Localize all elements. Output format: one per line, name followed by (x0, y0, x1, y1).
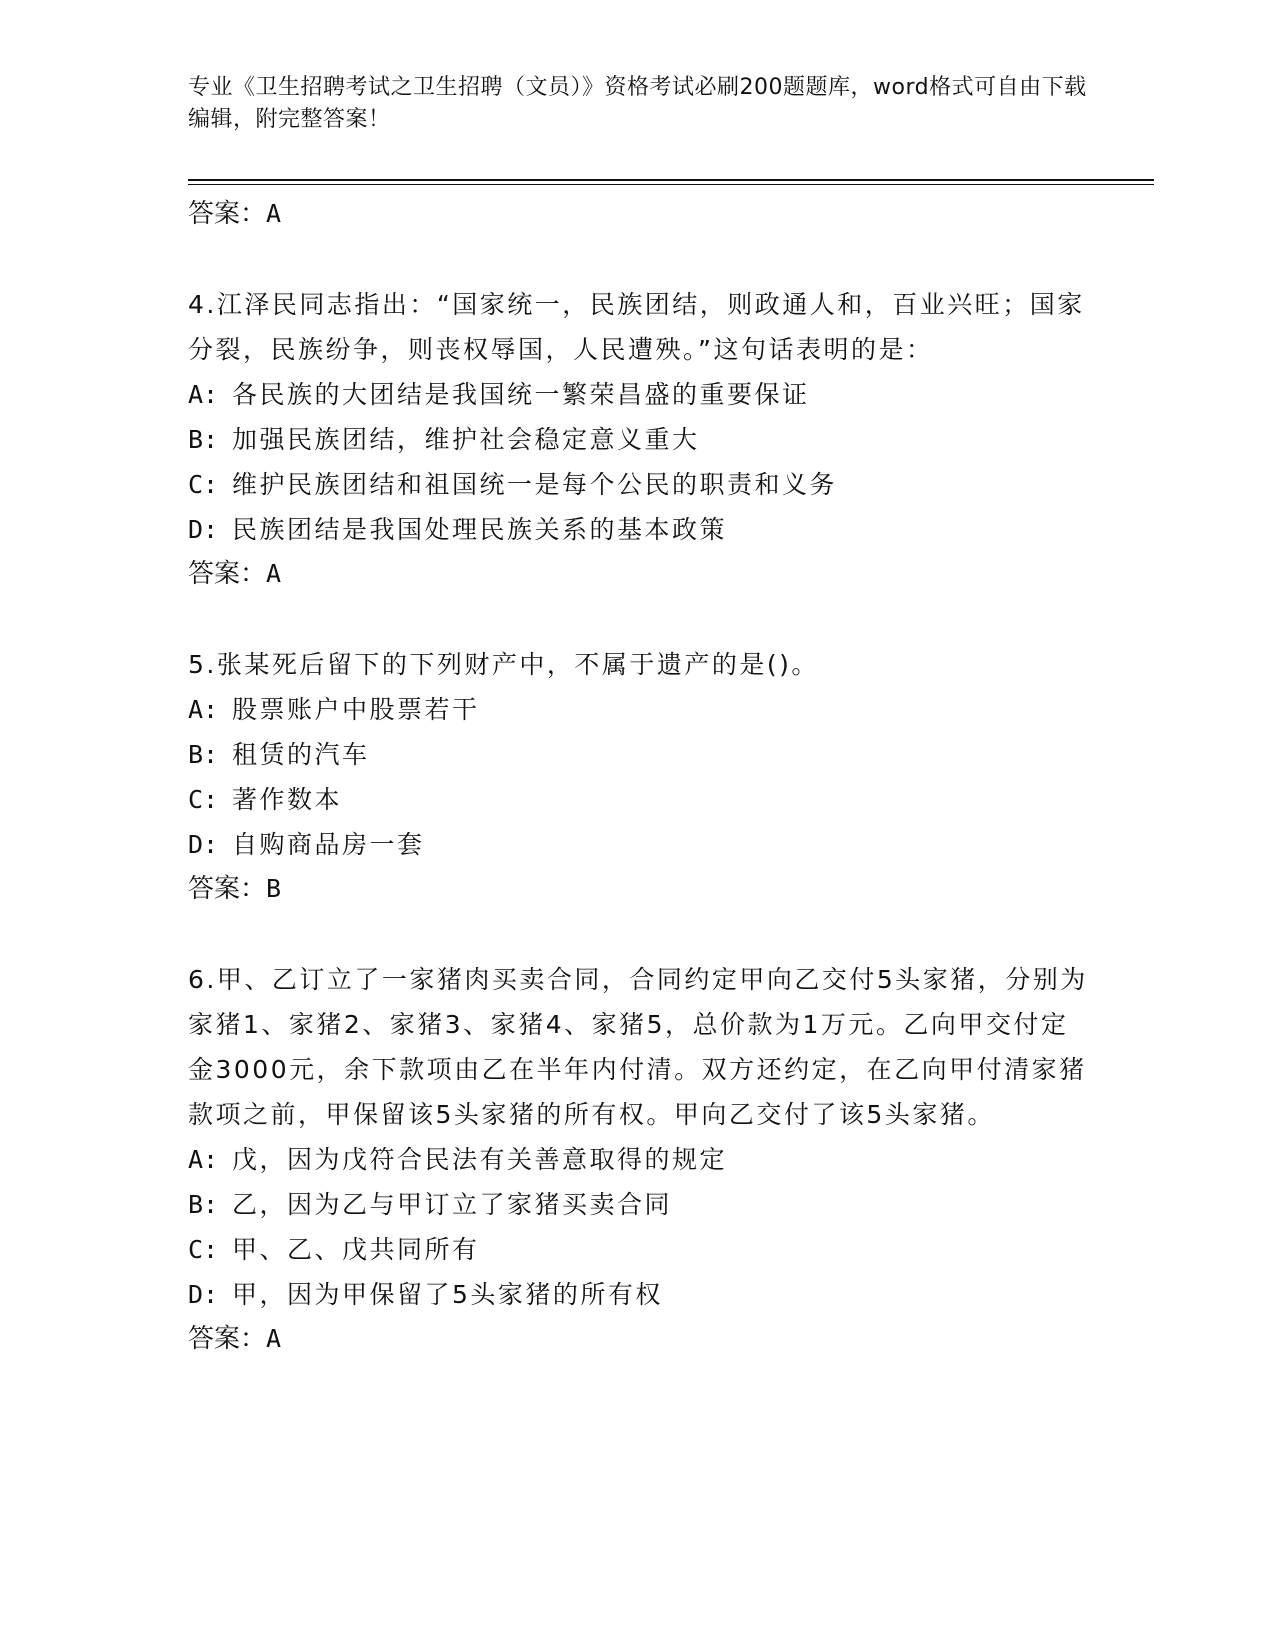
option-a (188, 1137, 1088, 1182)
option-b (188, 417, 1088, 462)
question-block (188, 282, 1088, 596)
option-text: 甲、乙、戊共同所有 (232, 1235, 480, 1264)
option-d (188, 1272, 1088, 1317)
answer-line (188, 1317, 1088, 1361)
option-letter: D: (188, 515, 219, 544)
answer-line (188, 867, 1088, 911)
option-c (188, 777, 1088, 822)
option-letter: B: (188, 1190, 219, 1219)
answer-label: 答案： (188, 199, 267, 229)
header-divider (188, 179, 1154, 181)
option-letter: D: (188, 830, 219, 859)
option-letter: A: (188, 380, 219, 409)
option-text: 维护民族团结和祖国统一是每个公民的职责和义务 (232, 470, 838, 499)
option-text: 民族团结是我国处理民族关系的基本政策 (232, 515, 728, 544)
option-text: 自购商品房一套 (232, 830, 425, 859)
option-c (188, 462, 1088, 507)
question-text: 4.江泽民同志指出：“国家统一，民族团结，则政通人和，百业兴旺；国家分裂，民族纷争，则丧权辱国，人民遭殃。”这句话表明的是： (188, 290, 1085, 364)
header-divider-thin (188, 184, 1154, 185)
answer-label: 答案： (188, 874, 267, 904)
option-letter: B: (188, 425, 219, 454)
answer-line (188, 552, 1088, 596)
answer-label: 答案： (188, 1324, 267, 1354)
option-b (188, 1182, 1088, 1227)
option-d (188, 822, 1088, 867)
option-c (188, 1227, 1088, 1272)
option-text: 加强民族团结，维护社会稳定意义重大 (232, 425, 700, 454)
question-text: 6.甲、乙订立了一家猪肉买卖合同，合同约定甲向乙交付5头家猪，分别为家猪1、家猪2、家猪3、家猪4、家猪5，总价款为1万元。乙向甲交付定金3000元，余下款项由乙在半年内付清。双方还约定，在乙向甲付清家猪款项之前，甲保留该5头家猪的所有权。甲向乙交付了该5头家猪。 (188, 965, 1088, 1129)
document-body (188, 192, 1088, 1361)
option-text: 甲，因为甲保留了5头家猪的所有权 (232, 1280, 663, 1309)
option-letter: D: (188, 1280, 219, 1309)
option-text: 著作数本 (232, 785, 343, 814)
option-text: 租赁的汽车 (232, 740, 370, 769)
question-block (188, 642, 1088, 911)
answer-value: A (266, 559, 282, 588)
option-d (188, 507, 1088, 552)
answer-line (188, 192, 1088, 236)
answer-value: A (266, 1324, 282, 1353)
option-text: 各民族的大团结是我国统一繁荣昌盛的重要保证 (232, 380, 810, 409)
answer-value: A (266, 199, 282, 228)
option-a (188, 687, 1088, 732)
option-letter: C: (188, 785, 219, 814)
question-text: 5.张某死后留下的下列财产中，不属于遗产的是()。 (188, 650, 819, 679)
option-text: 戊，因为戊符合民法有关善意取得的规定 (232, 1145, 728, 1174)
option-a (188, 372, 1088, 417)
page-header: 专业《卫生招聘考试之卫生招聘（文员）》资格考试必刷200题题库，word格式可自由下载编辑，附完整答案！ (188, 75, 1087, 132)
option-letter: C: (188, 1235, 219, 1264)
question-block (188, 957, 1088, 1361)
answer-value: B (266, 874, 282, 903)
option-letter: A: (188, 695, 219, 724)
answer-label: 答案： (188, 559, 267, 589)
option-b (188, 732, 1088, 777)
option-text: 股票账户中股票若干 (232, 695, 480, 724)
option-letter: B: (188, 740, 219, 769)
option-letter: C: (188, 470, 219, 499)
option-letter: A: (188, 1145, 219, 1174)
option-text: 乙，因为乙与甲订立了家猪买卖合同 (232, 1190, 673, 1219)
